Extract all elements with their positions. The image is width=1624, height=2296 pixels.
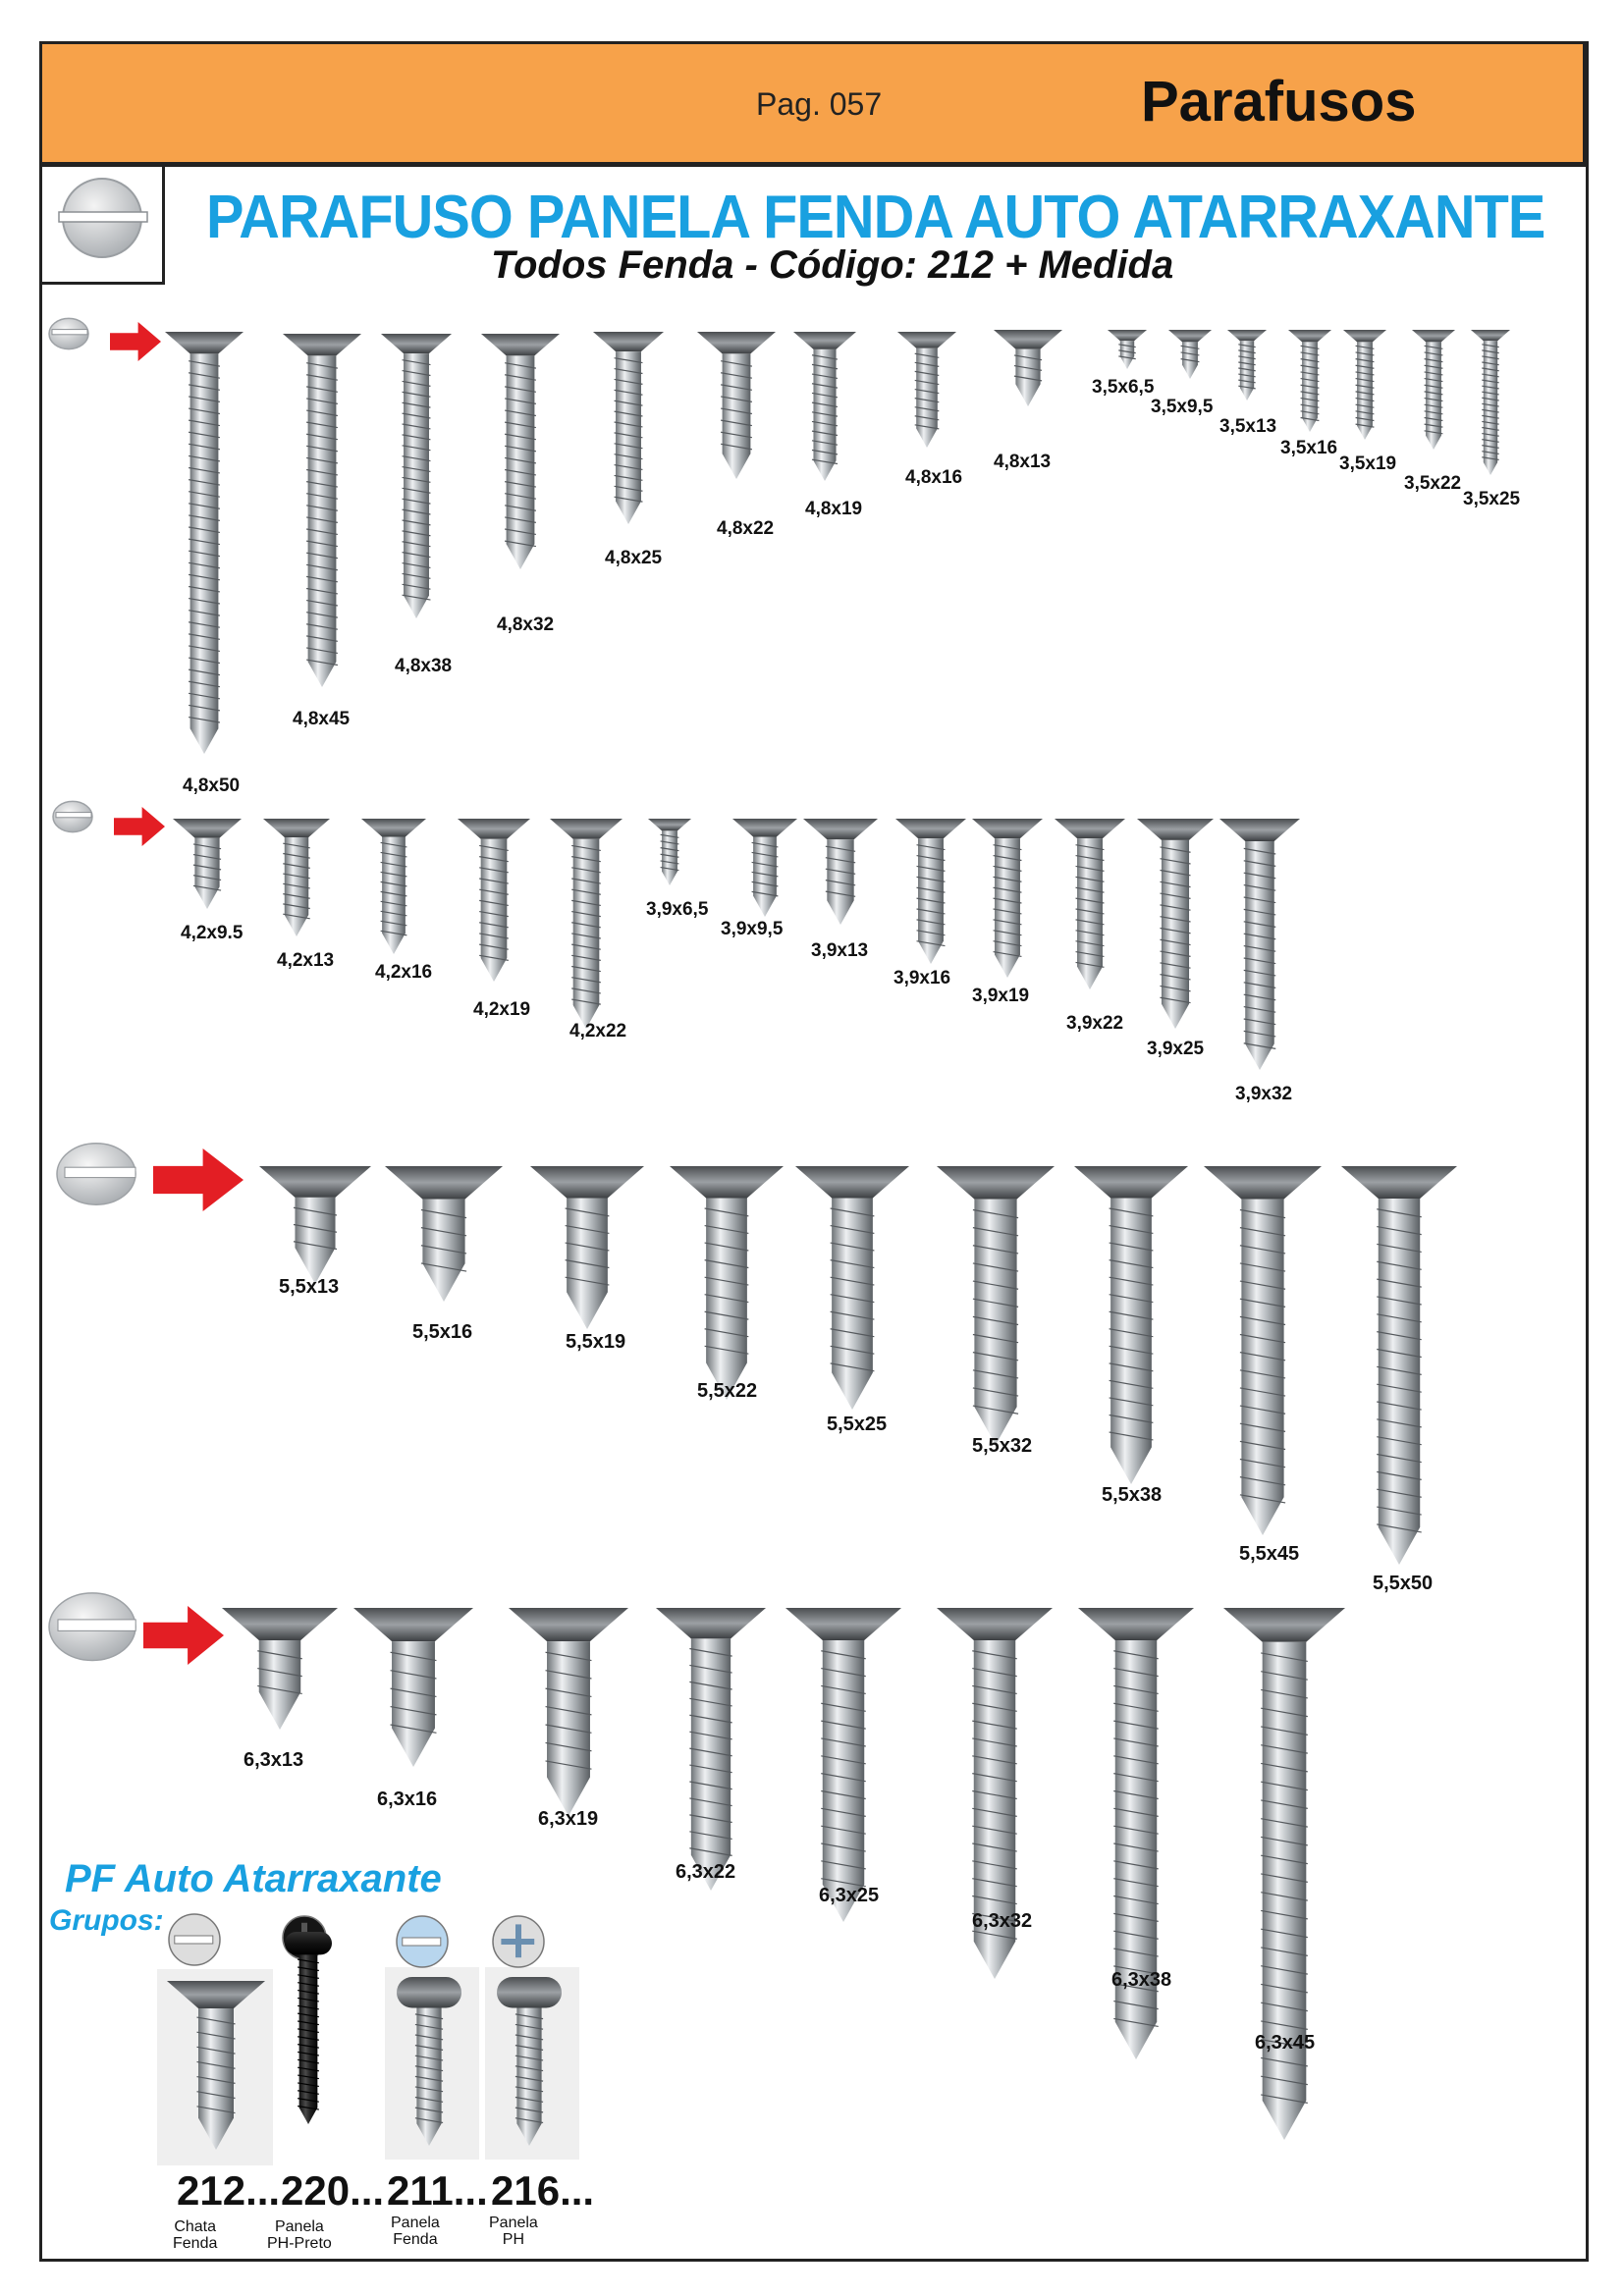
screw-image: [1219, 819, 1300, 1075]
screw-size-label: 3,5x22: [1404, 473, 1462, 494]
screw-size-label: 6,3x25: [819, 1885, 880, 1906]
screw-size-label: 4,8x50: [183, 775, 241, 796]
screw-size-label: 4,8x25: [605, 548, 663, 568]
screw-image: [1227, 330, 1267, 405]
screw-size-label: 4,2x13: [277, 950, 335, 971]
screw-size-label: 4,2x19: [473, 999, 531, 1020]
group-description: [173, 2218, 217, 2252]
page-subtitle: Todos Fenda - Código: 212 + Medida: [491, 243, 1174, 287]
group-description-line1: Panela: [274, 2218, 324, 2235]
screw-size-label: 4,2x9.5: [181, 923, 244, 943]
group-screw-image: [167, 1981, 265, 2155]
slotted-head-icon: [39, 167, 161, 281]
screw-size-label: 6,3x38: [1111, 1969, 1172, 1991]
group-description: [391, 2215, 440, 2248]
screw-size-label: 3,9x25: [1147, 1039, 1205, 1059]
screw-image: [1223, 1608, 1345, 2145]
screw-size-label: 3,5x25: [1463, 489, 1521, 509]
group-description-line1: Chata: [174, 2218, 217, 2235]
screw-size-label: 4,8x38: [395, 656, 453, 676]
screw-size-label: 5,5x19: [566, 1331, 626, 1353]
screw-size-label: 6,3x22: [676, 1861, 736, 1883]
screw-image: [1343, 330, 1386, 445]
screw-image: [353, 1608, 473, 1772]
group-screw-image: [283, 1932, 334, 2129]
screw-image: [1137, 819, 1214, 1034]
screw-image: [1341, 1166, 1457, 1570]
screw-image: [795, 1166, 909, 1415]
screw-size-label: 6,3x19: [538, 1808, 599, 1830]
group-description-line2: PH: [502, 2231, 525, 2248]
screw-image: [1078, 1608, 1194, 2064]
screw-image: [897, 332, 956, 453]
screw-size-label: 5,5x16: [412, 1321, 473, 1343]
screw-size-label: 3,9x13: [811, 940, 869, 961]
screw-image: [222, 1608, 338, 1735]
slotted-head-icon: [51, 799, 94, 839]
screw-image: [165, 332, 244, 759]
screw-image: [283, 334, 361, 692]
red-arrow-icon: [153, 1148, 244, 1216]
screw-image: [361, 819, 426, 959]
screw-image: [1204, 1166, 1322, 1540]
screw-size-label: 4,8x19: [805, 499, 863, 519]
group-code: 220...: [281, 2167, 385, 2214]
screw-size-label: 3,9x6,5: [646, 899, 709, 920]
group-screw-image: [395, 1977, 463, 2151]
screw-size-label: 4,2x16: [375, 962, 433, 983]
red-arrow-icon: [110, 322, 161, 366]
screw-size-label: 3,5x19: [1339, 454, 1397, 474]
screw-size-label: 3,9x9,5: [721, 919, 784, 939]
screw-size-label: 5,5x13: [279, 1276, 340, 1298]
screw-image: [385, 1166, 503, 1307]
group-code: 212...: [177, 2167, 281, 2214]
slotted-head-icon: [55, 1141, 137, 1212]
screw-size-label: 3,9x19: [972, 986, 1030, 1006]
screw-size-label: 6,3x32: [972, 1910, 1033, 1932]
screw-image: [937, 1166, 1055, 1450]
screw-size-label: 4,8x16: [905, 467, 963, 488]
screw-size-label: 4,8x45: [293, 709, 351, 729]
group-description: [267, 2218, 332, 2252]
screw-image: [1108, 330, 1147, 374]
group-code: 216...: [491, 2167, 595, 2214]
screw-image: [1288, 330, 1331, 437]
screw-image: [785, 1608, 901, 1927]
screw-image: [1471, 330, 1510, 480]
slotted-head-icon: [47, 1590, 137, 1668]
page-title: PARAFUSO PANELA FENDA AUTO ATARRAXANTE: [206, 184, 1545, 251]
screw-size-label: 5,5x45: [1239, 1543, 1300, 1565]
slotted-pan-head-icon: [395, 1914, 450, 1974]
screw-image: [458, 819, 530, 987]
screw-image: [481, 334, 560, 574]
screw-size-label: 4,8x13: [994, 452, 1052, 472]
screw-size-label: 5,5x32: [972, 1435, 1033, 1457]
screw-size-label: 6,3x45: [1255, 2032, 1316, 2054]
group-description-line2: PH-Preto: [267, 2235, 332, 2252]
screw-image: [972, 819, 1043, 983]
screw-image: [732, 819, 797, 922]
screw-size-label: 4,8x32: [497, 614, 555, 635]
screw-image: [648, 819, 691, 890]
screw-image: [530, 1166, 644, 1334]
page-number: Pag. 057: [756, 86, 883, 122]
screw-size-label: 5,5x22: [697, 1380, 758, 1402]
screw-size-label: 5,5x25: [827, 1414, 888, 1435]
section-title: Parafusos: [1141, 70, 1417, 133]
slotted-head-icon-box: [39, 167, 165, 285]
red-arrow-icon: [143, 1606, 224, 1670]
group-description-line2: Fenda: [173, 2235, 218, 2252]
group-description-line1: Panela: [489, 2215, 538, 2231]
group-description-line2: Fenda: [393, 2231, 438, 2248]
screw-image: [593, 332, 664, 529]
screw-size-label: 3,5x6,5: [1092, 377, 1155, 398]
phillips-pan-head-icon: [491, 1914, 546, 1974]
group-screw-image: [495, 1977, 564, 2151]
screw-size-label: 3,9x16: [893, 968, 951, 988]
screw-size-label: 4,8x22: [717, 518, 775, 539]
screw-image: [670, 1166, 784, 1405]
screw-size-label: 3,9x22: [1066, 1013, 1124, 1034]
screw-image: [1412, 330, 1455, 454]
group-code: 211...: [387, 2167, 488, 2214]
slotted-head-icon: [47, 316, 90, 356]
screw-image: [1055, 819, 1125, 994]
screw-image: [550, 819, 623, 1034]
screw-image: [381, 334, 452, 623]
screw-image: [1168, 330, 1212, 384]
groups-label: Grupos:: [49, 1904, 164, 1937]
screw-image: [656, 1608, 766, 1896]
screw-size-label: 5,5x38: [1102, 1484, 1163, 1506]
group-description: [489, 2215, 538, 2248]
screw-size-label: 3,5x16: [1280, 438, 1338, 458]
screw-image: [259, 1166, 371, 1289]
groups-title: PF Auto Atarraxante: [65, 1857, 442, 1900]
screw-image: [263, 819, 330, 941]
screw-image: [173, 819, 242, 914]
slotted-head-icon: [167, 1912, 222, 1972]
red-arrow-icon: [114, 807, 165, 851]
screw-size-label: 6,3x13: [244, 1749, 304, 1771]
screw-image: [1074, 1166, 1188, 1489]
screw-size-label: 3,5x13: [1219, 416, 1277, 437]
screw-size-label: 6,3x16: [377, 1789, 438, 1810]
screw-image: [697, 332, 776, 484]
screw-image: [509, 1608, 628, 1821]
group-description-line1: Panela: [391, 2215, 440, 2231]
screw-image: [793, 332, 856, 486]
screw-size-label: 3,5x9,5: [1151, 397, 1214, 417]
screw-size-label: 4,2x22: [569, 1021, 627, 1041]
screw-image: [895, 819, 966, 969]
screw-image: [994, 330, 1062, 411]
screw-size-label: 3,9x32: [1235, 1084, 1293, 1104]
screw-image: [803, 819, 878, 930]
screw-size-label: 5,5x50: [1373, 1573, 1434, 1594]
